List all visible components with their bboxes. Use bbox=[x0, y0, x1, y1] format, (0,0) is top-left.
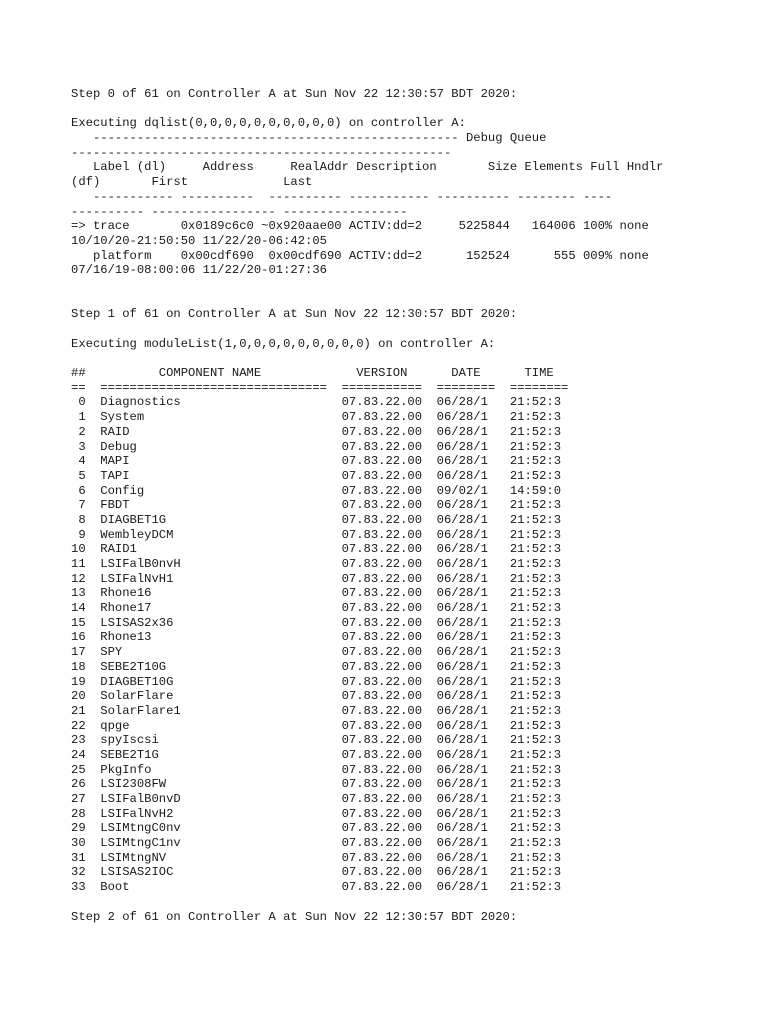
text-line bbox=[71, 102, 751, 117]
text-line: 5 TAPI 07.83.22.00 06/28/1 21:52:3 bbox=[71, 468, 562, 483]
text-line: 13 Rhone16 07.83.22.00 06/28/1 21:52:3 bbox=[71, 586, 562, 601]
text-line: Step 0 of 61 on Controller A at Sun Nov 22 12:30:57 BDT 2020: bbox=[71, 87, 518, 101]
text-line: 7 FBDT 07.83.22.00 06/28/1 21:52:3 bbox=[71, 498, 562, 513]
text-line: Step 2 of 61 on Controller A at Sun Nov 22 12:30:57 BDT 2020: bbox=[71, 909, 518, 924]
text-line bbox=[71, 895, 751, 910]
text-line: 14 Rhone17 07.83.22.00 06/28/1 21:52:3 bbox=[71, 601, 562, 616]
text-line: 10/10/20-21:50:50 11/22/20-06:42:05 bbox=[71, 233, 327, 248]
text-line: 9 WembleyDCM 07.83.22.00 06/28/1 21:52:3 bbox=[71, 527, 562, 542]
text-line: 32 LSISAS2IOC 07.83.22.00 06/28/1 21:52:3 bbox=[71, 865, 562, 880]
document-text bbox=[71, 87, 751, 924]
text-line: 30 LSIMtngC1nv 07.83.22.00 06/28/1 21:52:3 bbox=[71, 836, 562, 851]
text-line: 31 LSIMtngNV 07.83.22.00 06/28/1 21:52:3 bbox=[71, 850, 562, 865]
text-line: 28 LSIFalNvH2 07.83.22.00 06/28/1 21:52:3 bbox=[71, 806, 562, 821]
text-line: 23 spyIscsi 07.83.22.00 06/28/1 21:52:3 bbox=[71, 733, 562, 748]
text-line: ----------- ---------- ---------- ----------- ---------- -------- ---- bbox=[71, 189, 613, 204]
text-line: == =============================== =========== ======== ======== bbox=[71, 380, 569, 395]
text-line: 0 Diagnostics 07.83.22.00 06/28/1 21:52:3 bbox=[71, 395, 562, 410]
text-line: 33 Boot 07.83.22.00 06/28/1 21:52:3 bbox=[71, 880, 562, 895]
text-line: 26 LSI2308FW 07.83.22.00 06/28/1 21:52:3 bbox=[71, 777, 562, 792]
text-line: 22 qpge 07.83.22.00 06/28/1 21:52:3 bbox=[71, 718, 562, 733]
text-line: 1 System 07.83.22.00 06/28/1 21:52:3 bbox=[71, 410, 562, 425]
text-line: (df) First Last bbox=[71, 175, 313, 190]
text-line: Label (dl) Address RealAddr Description Size Elements Full Hndlr bbox=[71, 160, 664, 175]
text-line: ---------------------------------------------------- bbox=[71, 145, 452, 160]
text-line: -------------------------------------------------- Debug Queue bbox=[71, 131, 547, 146]
text-line: 24 SEBE2T1G 07.83.22.00 06/28/1 21:52:3 bbox=[71, 747, 562, 762]
text-line: 6 Config 07.83.22.00 09/02/1 14:59:0 bbox=[71, 483, 562, 498]
text-line bbox=[71, 322, 751, 337]
text-line bbox=[71, 293, 751, 308]
text-line: 12 LSIFalNvH1 07.83.22.00 06/28/1 21:52:3 bbox=[71, 571, 562, 586]
text-line bbox=[71, 351, 751, 366]
text-line: 25 PkgInfo 07.83.22.00 06/28/1 21:52:3 bbox=[71, 762, 562, 777]
text-line: 2 RAID 07.83.22.00 06/28/1 21:52:3 bbox=[71, 424, 562, 439]
text-line: Step 1 of 61 on Controller A at Sun Nov 22 12:30:57 BDT 2020: bbox=[71, 307, 518, 322]
text-line: 8 DIAGBET1G 07.83.22.00 06/28/1 21:52:3 bbox=[71, 512, 562, 527]
text-line: 19 DIAGBET10G 07.83.22.00 06/28/1 21:52:3 bbox=[71, 674, 562, 689]
text-line: 3 Debug 07.83.22.00 06/28/1 21:52:3 bbox=[71, 439, 562, 454]
text-line: 18 SEBE2T10G 07.83.22.00 06/28/1 21:52:3 bbox=[71, 659, 562, 674]
text-line: 27 LSIFalB0nvD 07.83.22.00 06/28/1 21:52:3 bbox=[71, 792, 562, 806]
text-line: => trace 0x0189c6c0 ~0x920aae00 ACTIV:dd=2 5225844 164006 100% none bbox=[71, 219, 649, 234]
text-line bbox=[71, 278, 751, 293]
text-line: Executing dqlist(0,0,0,0,0,0,0,0,0,0) on controller A: bbox=[71, 116, 466, 131]
text-line: ---------- ----------------- ----------------- bbox=[71, 204, 408, 219]
text-line: 16 Rhone13 07.83.22.00 06/28/1 21:52:3 bbox=[71, 630, 562, 645]
text-line: 10 RAID1 07.83.22.00 06/28/1 21:52:3 bbox=[71, 542, 562, 557]
text-line: 29 LSIMtngC0nv 07.83.22.00 06/28/1 21:52:3 bbox=[71, 821, 562, 836]
text-line: 11 LSIFalB0nvH 07.83.22.00 06/28/1 21:52:3 bbox=[71, 557, 562, 571]
text-line: platform 0x00cdf690 0x00cdf690 ACTIV:dd=2 152524 555 009% none bbox=[71, 248, 649, 263]
text-line: 07/16/19-08:00:06 11/22/20-01:27:36 bbox=[71, 263, 327, 278]
text-line: Executing moduleList(1,0,0,0,0,0,0,0,0,0) on controller A: bbox=[71, 336, 496, 351]
document-page bbox=[71, 87, 751, 924]
text-line: 15 LSISAS2x36 07.83.22.00 06/28/1 21:52:3 bbox=[71, 615, 562, 630]
text-line: 20 SolarFlare 07.83.22.00 06/28/1 21:52:3 bbox=[71, 689, 562, 704]
text-line: 4 MAPI 07.83.22.00 06/28/1 21:52:3 bbox=[71, 454, 562, 469]
text-line: ## COMPONENT NAME VERSION DATE TIME bbox=[71, 366, 554, 381]
text-line: 21 SolarFlare1 07.83.22.00 06/28/1 21:52:3 bbox=[71, 703, 562, 718]
text-line: 17 SPY 07.83.22.00 06/28/1 21:52:3 bbox=[71, 645, 562, 660]
